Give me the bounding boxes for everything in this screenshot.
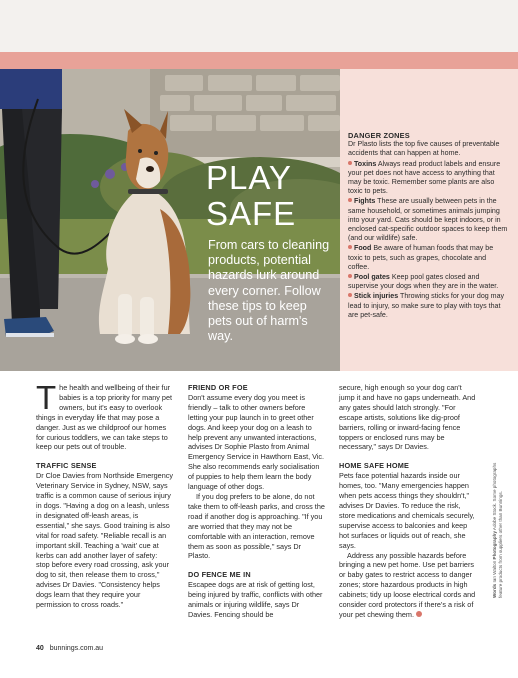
credit-words-by: Ian Walton: [492, 559, 497, 584]
danger-zones-sidebar: [340, 69, 518, 371]
page-number: 40: [36, 645, 44, 652]
fence-paragraph: Escapee dogs are at risk of getting lost, being injured by traffic, conflicts with other animals or injuring wildlife, says Dr Davies. Fencing should be: [188, 580, 323, 619]
sidebar-item-term: Stick injuries: [354, 292, 399, 301]
heading-home-safe-home: HOME SAFE HOME: [339, 461, 410, 471]
hero-subtitle: From cars to cleaning products, potential hazards lurk around every corner. Follow these tips to keep pets out of harm's way.: [208, 238, 330, 344]
sidebar-item-term: Fights: [354, 197, 376, 206]
friend-paragraph-2: If you dog prefers to be alone, do not take them to off-leash parks, and cross the road if another dog is approaching. "If you are worried that they may not be comfortable with an interaction, remove them as soon as possible," says Dr Plasto.: [188, 491, 325, 561]
credit-photo-by: Adobe Stock. Some photographs feature products from suppliers other than Bunnings.: [492, 462, 503, 598]
bullet-icon: [348, 245, 352, 249]
hero-title-line-1: PLAY: [206, 159, 292, 196]
sidebar-intro: Dr Plasto lists the top five causes of preventable accidents that can happen at home.: [348, 140, 500, 158]
sidebar-heading: DANGER ZONES: [348, 131, 410, 140]
article-column-2: [188, 383, 325, 620]
bullet-icon: [348, 198, 352, 202]
sidebar-item-food: [348, 244, 508, 272]
heading-do-fence-me-in: DO FENCE ME IN: [188, 570, 251, 580]
page-footer: [36, 645, 103, 652]
intro-text: he health and wellbeing of their fur babies is a top priority for many pet owners, but it's easy to overlook things in everyday life that may pose a danger. Just as we childproof our homes for curious toddlers, we can take steps to keep our pets out of trouble.: [36, 383, 173, 452]
sidebar-item-text: Throwing sticks for your dog may lead to injury, so make sure to play with toys that are pet-safe.: [348, 292, 505, 319]
hero-title: [206, 160, 296, 232]
heading-traffic-sense: TRAFFIC SENSE: [36, 461, 97, 471]
sidebar-item-text: These are usually between pets in the same household, or sometimes animals jumping into your yard. Cats should be kept indoors, or in enclosed cat-specific outdoor spaces to keep them (and our wildlife) safe.: [348, 197, 508, 243]
sidebar-item-term: Food: [354, 244, 372, 253]
sidebar-item-pool-gates: [348, 273, 508, 291]
sidebar-item-text: Always read product labels and ensure your pet does not have access to anything that may be toxic. Remember some plants are also toxic to pets.: [348, 159, 501, 196]
sidebar-item-term: Toxins: [354, 159, 377, 168]
sidebar-item-toxins: [348, 160, 508, 197]
sidebar-item-stick-injuries: [348, 292, 508, 320]
home-paragraph-2: [339, 551, 476, 620]
top-band: [0, 0, 518, 52]
credit-words-label: Words: [492, 583, 497, 598]
home-paragraph-2-text: Address any possible hazards before bringing a new pet home. Use pet barriers or baby gates to restrict access to danger zones; store hazardous products in high cabinets; tidy up loose electrical cords and consider cord protectors if there's a risk of your pet chewing them.: [339, 550, 476, 619]
bullet-icon: [348, 161, 352, 165]
footer-site: bunnings.com.au: [49, 645, 104, 652]
intro-paragraph: [36, 379, 173, 452]
sidebar-item-text: Be aware of human foods that may be toxic to pets, such as grapes, chocolate and coffee.: [348, 244, 494, 271]
article-column-3: [339, 383, 476, 620]
sidebar-item-text: Keep pool gates closed and supervise your dogs when they are in the water.: [348, 273, 499, 291]
drop-cap: T: [36, 379, 57, 416]
sidebar-content: [348, 131, 508, 320]
photo-credit: [492, 458, 503, 598]
heading-friend-or-foe: FRIEND OR FOE: [188, 383, 248, 392]
sidebar-item-fights: [348, 197, 508, 243]
bullet-icon: [348, 293, 352, 297]
fence-paragraph-cont: secure, high enough so your dog can't jump it and have no gaps underneath. And any gates should latch strongly. "For escape artists, solutions like dig-proof barriers, rolling or inward-facing fence toppers or enclosed runs may be necessary," says Dr Davies.: [339, 383, 476, 452]
hero-title-line-2: SAFE: [206, 195, 297, 232]
credit-photo-label: Photography: [492, 531, 497, 560]
sidebar-item-term: Pool gates: [354, 273, 390, 282]
home-paragraph-1: Pets face potential hazards inside our homes, too. "Many emergencies happen when pets access things they shouldn't," advises Dr Davies. To reduce the risk, store medications and chemicals securely, supervise access to balconies and keep hot surfaces or liquids out of reach, she says.: [339, 471, 475, 550]
accent-band: [0, 52, 518, 69]
end-mark-icon: [416, 611, 422, 617]
bullet-icon: [348, 274, 352, 278]
article-column-1: [36, 379, 173, 610]
friend-paragraph-1: Don't assume every dog you meet is friendly – talk to other owners before letting your pup launch in to greet other dogs. And keep your dog on a leash to help prevent any unwanted interactions, advises Dr Sophie Plasto from Animal Emergency Service in Hawthorn East, Vic. She also recommends early socialisation of puppies to help them learn the body language of other dogs.: [188, 392, 325, 492]
traffic-paragraph: Dr Cloe Davies from Northside Emergency Veterinary Service in Sydney, NSW, says traffic is a common cause of serious injury in dogs. "Having a dog on a leash, unless in designated off-leash areas, is essential," she says. Good training is also vital for road safety. "Reliable recall is an important skill. Teaching a 'wait' cue at kerbs can add another layer of safety: stop before every road crossing, ask your dog to sit, then release them to cross," advises Dr Davies. "Consistency helps dogs learn that they require your permission to cross roads.": [36, 471, 173, 610]
